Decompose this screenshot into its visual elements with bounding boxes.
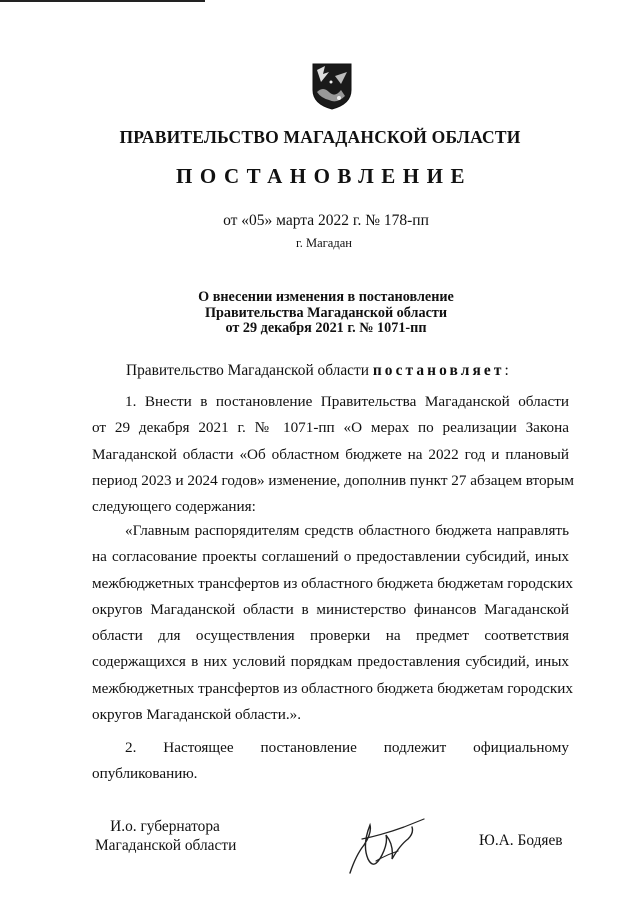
paragraph-line: следующего содержания: [92,498,256,516]
handwritten-signature [342,815,432,877]
paragraph-line: 2. Настоящее постановление подлежит официальному [125,739,569,756]
signatory-name: Ю.А. Бодяев [479,832,563,849]
position-line: И.о. губернатора [110,818,220,835]
paragraph-line: от 29 декабря 2021 г. № 1071-пп «О мерах по реализации Закона [92,419,569,437]
paragraph-line: опубликованию. [92,765,198,783]
paragraph-line: округов Магаданской области.». [92,706,302,724]
city-line: г. Магадан [296,236,352,250]
paragraph-line: округов Магаданской области в министерство финансов Магаданской [92,600,569,618]
paragraph-line: Магаданской области «Об областном бюджете на 2022 год и плановый [92,445,569,463]
paragraph-line: на согласование проекты соглашений о предоставлении субсидий, иных [92,548,569,566]
quoted-amendment-paragraph [92,518,573,728]
date-number-line: от «05» марта 2022 г. № 178-пп [223,212,429,229]
paragraph-line: области для осуществления проверки на предмет соответствия [92,627,569,645]
paragraph-line: период 2023 и 2024 годов» изменение, дополнив пункт 27 абзацем вторым [92,471,574,489]
subject-line: О внесении изменения в постановление [198,289,454,305]
scan-edge-line [0,0,205,2]
paragraph-line: «Главным распорядителям средств областного бюджета направлять [125,522,569,539]
paragraph-line: 1. Внести в постановление Правительства Магаданской области [125,393,569,410]
subject-line: от 29 декабря 2021 г. № 1071-пп [225,320,427,336]
intro-prefix: Правительство Магаданской области [126,362,369,379]
intro-paragraph [126,362,509,380]
item-1-paragraph [92,389,574,520]
coat-of-arms-icon [311,62,353,110]
paragraph-line: межбюджетных трансфертов из областного бюджета бюджетам городских [92,574,573,592]
intro-suffix: : [504,362,509,379]
document-subject [0,290,640,337]
paragraph-line: межбюджетных трансфертов из областного бюджета бюджетам городских [92,679,573,697]
paragraph-line: содержащихся в них условий порядкам предоставления субсидий, иных [92,653,569,671]
position-line: Магаданской области [95,837,237,854]
organization-title: ПРАВИТЕЛЬСТВО МАГАДАНСКОЙ ОБЛАСТИ [119,127,521,147]
intro-keyword: постановляет [372,362,505,379]
item-2-paragraph [92,735,569,788]
document-type: ПОСТАНОВЛЕНИЕ [176,164,472,188]
subject-line: Правительства Магаданской области [204,304,448,321]
signatory-position [95,817,235,855]
